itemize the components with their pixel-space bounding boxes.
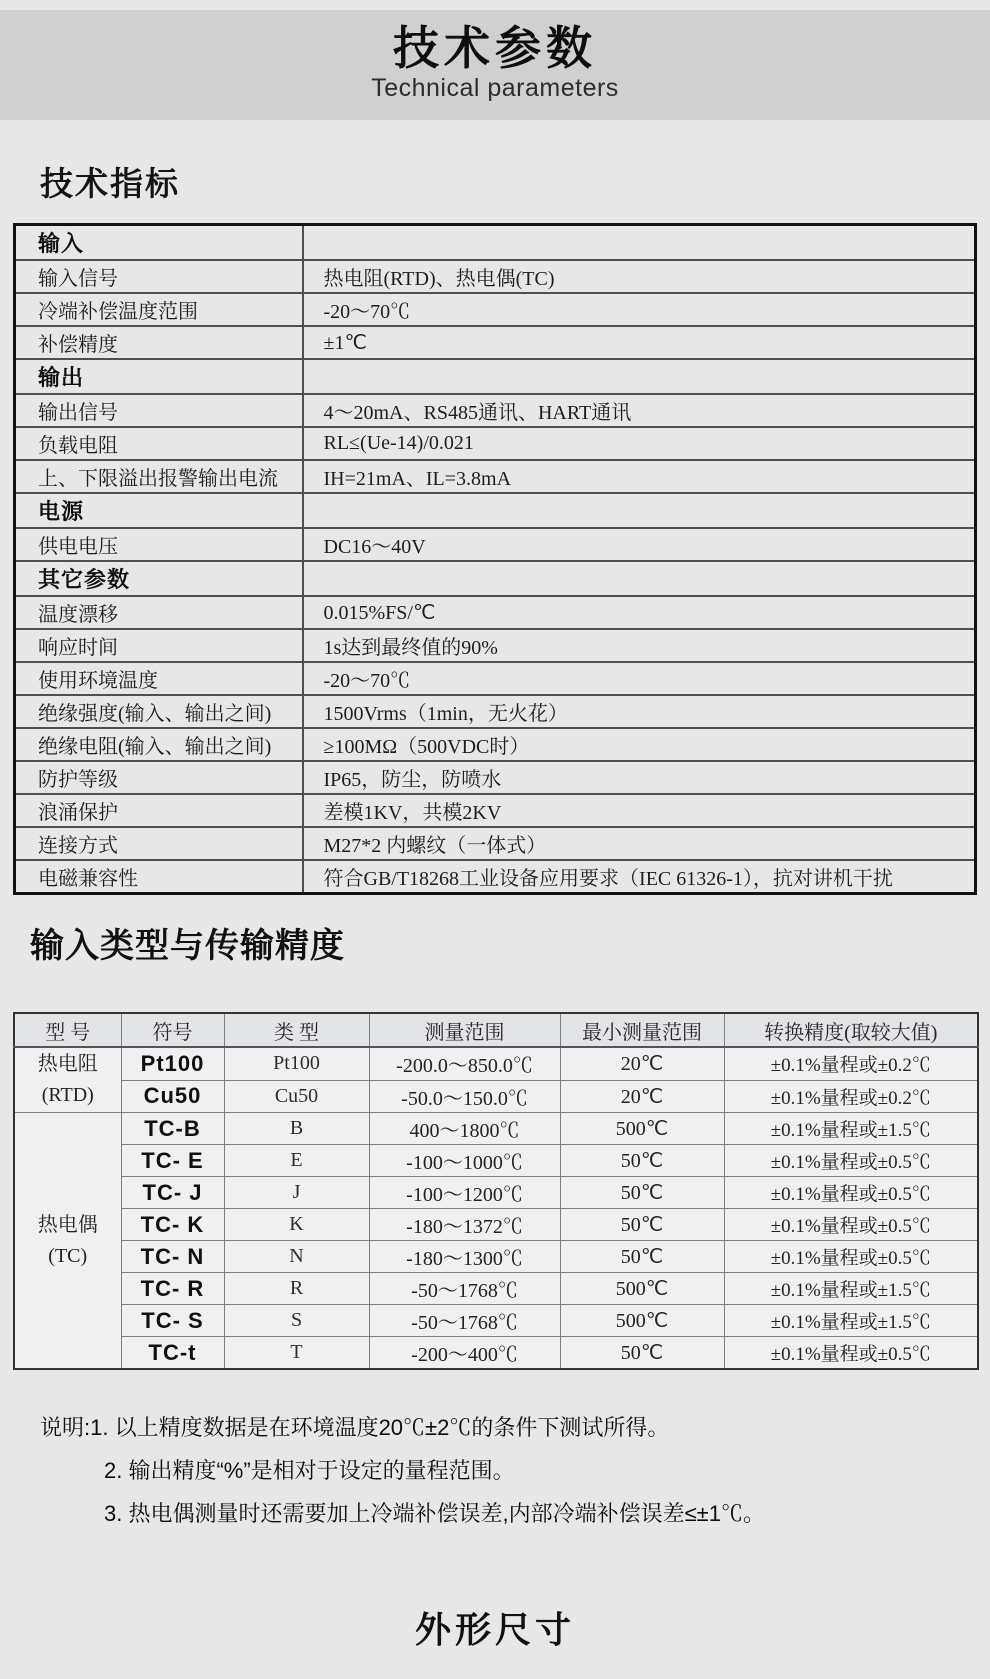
spec-row-label: 绝缘强度(输入、输出之间) (15, 695, 303, 728)
spec-row-value: -20～70℃ (303, 662, 976, 695)
input-cell-range: -180～1372℃ (369, 1209, 560, 1241)
input-cell-range: -50.0～150.0℃ (369, 1080, 560, 1113)
spec-row-value (303, 561, 976, 596)
input-cell-accuracy: ±0.1%量程或±0.2℃ (724, 1047, 978, 1080)
spec-row (15, 394, 976, 427)
page-title: 技术参数 (393, 22, 597, 74)
spec-row-label: 输入 (15, 225, 303, 261)
spec-row-label: 连接方式 (15, 827, 303, 860)
input-col-header: 类 型 (224, 1013, 369, 1047)
spec-row (15, 695, 976, 728)
note-line-2: 2. 输出精度“%”是相对于设定的量程范围。 (104, 1458, 515, 1483)
spec-row-value: IH=21mA、IL=3.8mA (303, 460, 976, 493)
input-cell-min_range: 50℃ (560, 1241, 724, 1273)
spec-row-label: 补偿精度 (15, 326, 303, 359)
model-name: 热电偶 (37, 1213, 98, 1236)
spec-row-label: 绝缘电阻(输入、输出之间) (15, 728, 303, 761)
spec-row (15, 293, 976, 326)
input-cell-type: E (224, 1145, 369, 1177)
spec-row (15, 460, 976, 493)
input-cell-accuracy: ±0.1%量程或±0.5℃ (724, 1241, 978, 1273)
spec-row-label: 其它参数 (15, 561, 303, 596)
input-cell-type: R (224, 1273, 369, 1305)
spec-row-value: RL≤(Ue-14)/0.021 (303, 427, 976, 460)
input-cell-range: -100～1200℃ (369, 1177, 560, 1209)
spec-row (15, 528, 976, 561)
header-banner (0, 10, 990, 120)
input-row (14, 1047, 978, 1080)
spec-row (15, 629, 976, 662)
input-cell-symbol: TC- R (121, 1273, 224, 1305)
spec-row-label: 响应时间 (15, 629, 303, 662)
input-cell-symbol: TC- J (121, 1177, 224, 1209)
input-types-table (13, 1012, 979, 1370)
spec-row-label: 上、下限溢出报警输出电流 (15, 460, 303, 493)
section-heading-dimensions: 外形尺寸 (414, 1609, 575, 1650)
spec-row-value (303, 225, 976, 261)
input-col-header: 符号 (121, 1013, 224, 1047)
input-col-header: 测量范围 (369, 1013, 560, 1047)
spec-row-label: 冷端补偿温度范围 (15, 293, 303, 326)
input-cell-accuracy: ±0.1%量程或±0.5℃ (724, 1337, 978, 1370)
input-cell-type: J (224, 1177, 369, 1209)
input-cell-symbol: TC- K (121, 1209, 224, 1241)
spec-row-value (303, 493, 976, 528)
input-model-cell (14, 1113, 121, 1370)
spec-row-label: 输出 (15, 359, 303, 394)
input-model-cell (14, 1047, 121, 1113)
spec-row-value: 差模1KV，共模2KV (303, 794, 976, 827)
input-cell-min_range: 50℃ (560, 1145, 724, 1177)
spec-row-value: 1500Vrms（1min，无火花） (303, 695, 976, 728)
input-cell-min_range: 500℃ (560, 1273, 724, 1305)
spec-row-label: 供电电压 (15, 528, 303, 561)
spec-row-value: 4～20mA、RS485通讯、HART通讯 (303, 394, 976, 427)
model-abbr: (TC) (48, 1244, 88, 1267)
spec-row-label: 输出信号 (15, 394, 303, 427)
spec-row-value: ≥100MΩ（500VDC时） (303, 728, 976, 761)
input-cell-accuracy: ±0.1%量程或±0.2℃ (724, 1080, 978, 1113)
input-cell-range: -180～1300℃ (369, 1241, 560, 1273)
section-heading-input-types: 输入类型与传输精度 (30, 927, 345, 965)
spec-row-value: ±1℃ (303, 326, 976, 359)
input-cell-type: B (224, 1113, 369, 1145)
spec-row-label: 使用环境温度 (15, 662, 303, 695)
spec-row-label: 负载电阻 (15, 427, 303, 460)
spec-row (15, 794, 976, 827)
spec-row-value (303, 359, 976, 394)
input-cell-type: N (224, 1241, 369, 1273)
model-name: 热电阻 (37, 1053, 98, 1075)
input-table-header (14, 1013, 978, 1047)
spec-table (13, 223, 977, 895)
spec-row (15, 427, 976, 460)
input-cell-range: -100～1000℃ (369, 1145, 560, 1177)
input-row (14, 1241, 978, 1273)
spec-row-value: 热电阻(RTD)、热电偶(TC) (303, 260, 976, 293)
input-row (14, 1145, 978, 1177)
spec-section-row (15, 359, 976, 394)
input-cell-symbol: TC- S (121, 1305, 224, 1337)
input-cell-min_range: 500℃ (560, 1305, 724, 1337)
input-cell-accuracy: ±0.1%量程或±0.5℃ (724, 1145, 978, 1177)
input-cell-accuracy: ±0.1%量程或±1.5℃ (724, 1273, 978, 1305)
input-cell-symbol: TC-t (121, 1337, 224, 1370)
input-cell-type: T (224, 1337, 369, 1370)
input-row (14, 1113, 978, 1145)
input-cell-min_range: 20℃ (560, 1080, 724, 1113)
spec-row (15, 260, 976, 293)
input-row (14, 1209, 978, 1241)
spec-row (15, 596, 976, 629)
input-cell-min_range: 50℃ (560, 1177, 724, 1209)
input-row (14, 1273, 978, 1305)
input-col-header: 转换精度(取较大值) (724, 1013, 978, 1047)
spec-row-label: 电磁兼容性 (15, 860, 303, 894)
spec-row-value: M27*2 内螺纹（一体式） (303, 827, 976, 860)
spec-row (15, 860, 976, 894)
spec-row-value: DC16～40V (303, 528, 976, 561)
input-cell-min_range: 50℃ (560, 1337, 724, 1370)
input-cell-range: -50～1768℃ (369, 1305, 560, 1337)
spec-row-value: 1s达到最终值的90% (303, 629, 976, 662)
input-cell-min_range: 500℃ (560, 1113, 724, 1145)
spec-row (15, 827, 976, 860)
spec-row-label: 防护等级 (15, 761, 303, 794)
spec-section-row (15, 493, 976, 528)
spec-section-row (15, 225, 976, 261)
input-cell-min_range: 50℃ (560, 1209, 724, 1241)
spec-section-row (15, 561, 976, 596)
input-cell-accuracy: ±0.1%量程或±1.5℃ (724, 1305, 978, 1337)
spec-row-value: 符合GB/T18268工业设备应用要求（IEC 61326-1），抗对讲机干扰 (303, 860, 976, 894)
input-row (14, 1337, 978, 1370)
spec-row (15, 728, 976, 761)
input-col-header: 型 号 (14, 1013, 121, 1047)
spec-row (15, 326, 976, 359)
input-row (14, 1177, 978, 1209)
input-cell-range: -50～1768℃ (369, 1273, 560, 1305)
spec-row-label: 输入信号 (15, 260, 303, 293)
spec-row (15, 761, 976, 794)
input-cell-type: K (224, 1209, 369, 1241)
spec-row-value: 0.015%FS/℃ (303, 596, 976, 629)
input-cell-symbol: TC- E (121, 1145, 224, 1177)
input-cell-range: 400～1800℃ (369, 1113, 560, 1145)
notes-block (40, 1406, 970, 1535)
model-abbr: (RTD) (41, 1084, 94, 1106)
input-cell-accuracy: ±0.1%量程或±1.5℃ (724, 1113, 978, 1145)
input-row (14, 1305, 978, 1337)
input-cell-range: -200～400℃ (369, 1337, 560, 1370)
section-heading-tech-specs: 技术指标 (40, 165, 180, 202)
input-cell-type: Pt100 (224, 1047, 369, 1080)
spec-row-value: IP65，防尘，防喷水 (303, 761, 976, 794)
note-line-1: 说明:1. 以上精度数据是在环境温度20℃±2℃的条件下测试所得。 (40, 1415, 670, 1440)
note-line-3: 3. 热电偶测量时还需要加上冷端补偿误差,内部冷端补偿误差≤±1℃。 (104, 1501, 765, 1526)
input-cell-symbol: TC-B (121, 1113, 224, 1145)
page-subtitle: Technical parameters (371, 74, 619, 102)
spec-row-label: 电源 (15, 493, 303, 528)
spec-row-label: 浪涌保护 (15, 794, 303, 827)
input-cell-type: S (224, 1305, 369, 1337)
input-cell-accuracy: ±0.1%量程或±0.5℃ (724, 1177, 978, 1209)
input-cell-range: -200.0～850.0℃ (369, 1047, 560, 1080)
input-cell-type: Cu50 (224, 1080, 369, 1113)
input-row (14, 1080, 978, 1113)
input-cell-accuracy: ±0.1%量程或±0.5℃ (724, 1209, 978, 1241)
spec-row-label: 温度漂移 (15, 596, 303, 629)
spec-row (15, 662, 976, 695)
spec-row-value: -20～70℃ (303, 293, 976, 326)
input-cell-symbol: Cu50 (121, 1080, 224, 1113)
input-cell-symbol: Pt100 (121, 1047, 224, 1080)
input-col-header: 最小测量范围 (560, 1013, 724, 1047)
input-cell-min_range: 20℃ (560, 1047, 724, 1080)
input-cell-symbol: TC- N (121, 1241, 224, 1273)
